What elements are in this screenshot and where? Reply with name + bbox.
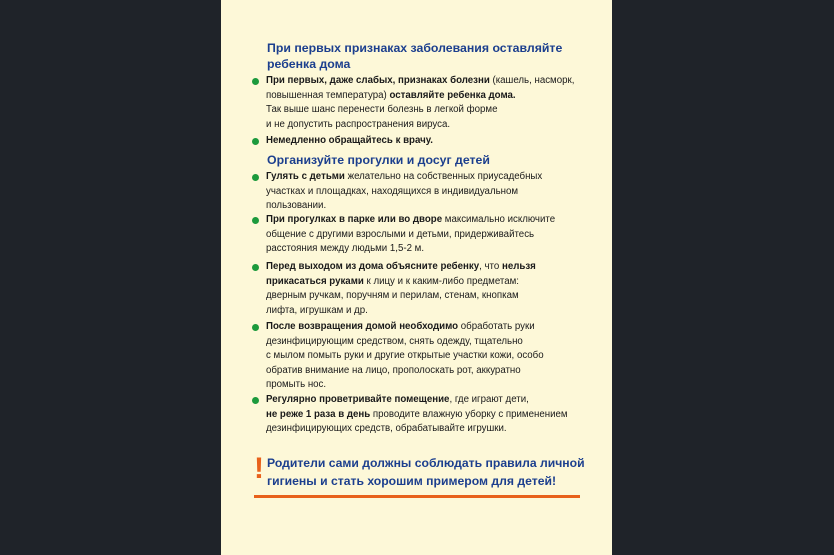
bullet-icon [252,324,259,331]
list-item: Регулярно проветривайте помещение, где играют дети, не реже 1 раза в день проводите влажную уборку с применением дезинфицирующих средств, обрабатывайте игрушки. [250,393,595,437]
list-item: При первых, даже слабых, признаках болезни (кашель, насморк, повышенная температура) оставляйте ребенка дома. Так выше шанс перенести болезнь в легкой форме и не допустить распространения вируса. [250,74,595,132]
list-item: Гулять с детьми желательно на собственных приусадебных участках и площадках, находящихся в индивидуальном пользовании. [250,170,595,214]
exclamation-icon: ! [254,452,264,485]
list-item: Перед выходом из дома объясните ребенку, что нельзя прикасаться руками к лицу и к каким-либо предметам: дверным ручкам, поручням и перилам, стенам, кнопкам лифта, игрушкам и др. [250,260,595,318]
section-heading-walks: Организуйте прогулки и досуг детей [267,153,490,167]
bullet-icon [252,78,259,85]
leaflet-page [221,0,612,555]
bullet-icon [252,174,259,181]
list-item: После возвращения домой необходимо обработать руки дезинфицирующим средством, снять одежду, тщательно с мылом помыть руки и другие открытые участки кожи, особо обратив внимание на лицо, прополоскать рот, аккуратно промыть нос. [250,320,595,393]
bullet-icon [252,264,259,271]
bullet-icon [252,138,259,145]
divider [254,495,580,498]
list-item: При прогулках в парке или во дворе максимально исключите общение с другими взрослыми и детьми, придерживайтесь расстояния между людьми 1,5-2 м. [250,213,595,257]
section-heading-stay-home: При первых признаках заболевания оставляйте ребенка дома [267,41,563,71]
parents-callout: Родители сами должны соблюдать правила личной гигиены и стать хорошим примером для детей! [267,456,585,488]
bullet-icon [252,217,259,224]
list-item: Немедленно обращайтесь к врачу. [250,134,595,149]
bullet-icon [252,397,259,404]
